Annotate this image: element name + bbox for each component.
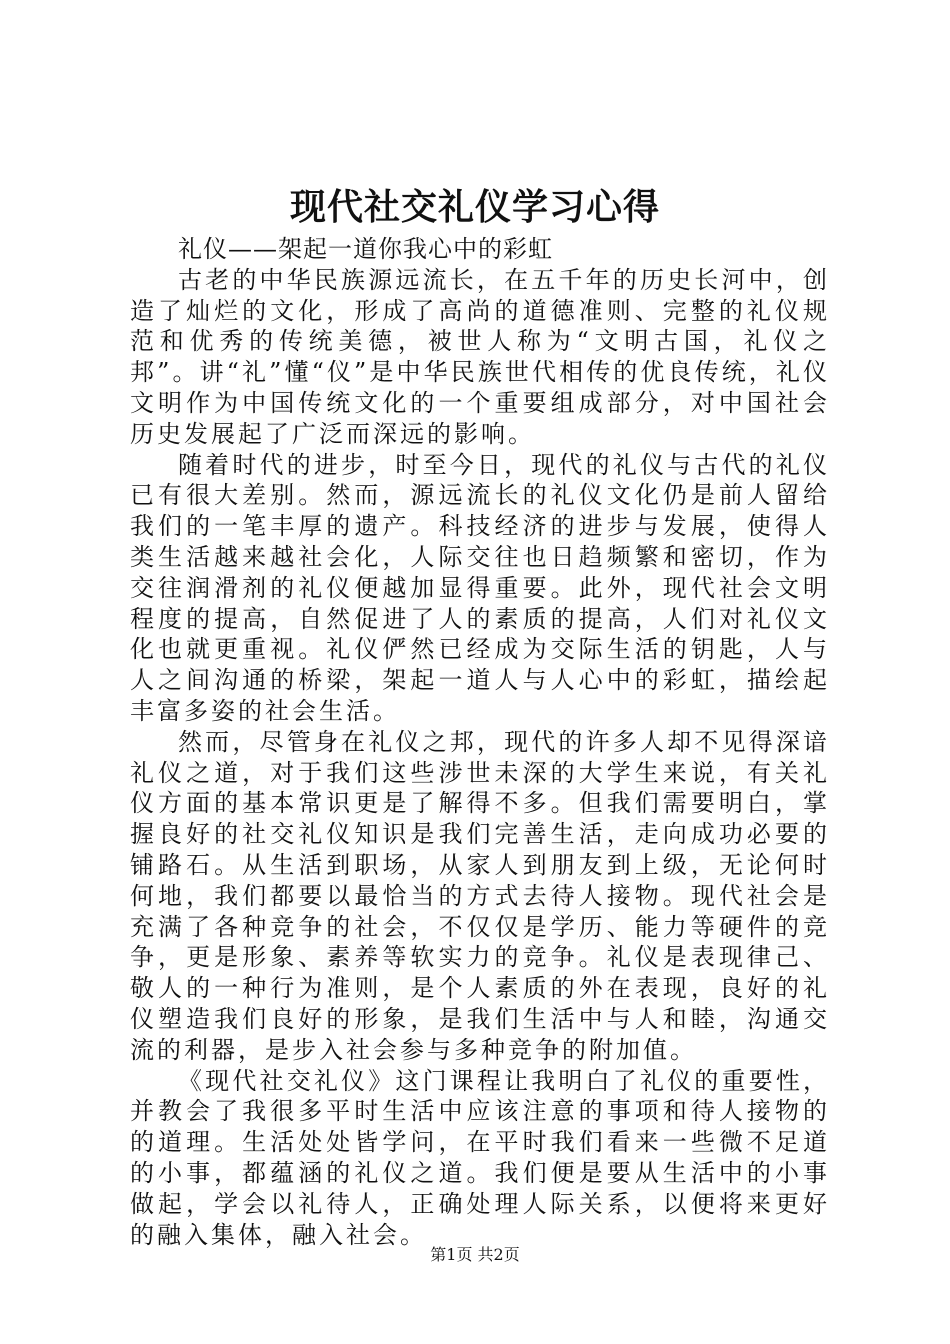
paragraph: 然而，尽管身在礼仪之邦，现代的许多人却不见得深谙礼仪之道，对于我们这些涉世未深的大学生来说，有关礼仪方面的基本常识更是了解得不多。但我们需要明白，掌握良好的社交礼仪知识是我们完善生活，走向成功必要的铺路石。从生活到职场，从家人到朋友到上级，无论何时何地，我们都要以最恰当的方式去待人接物。现代社会是充满了各种竞争的社会，不仅仅是学历、能力等硬件的竞争，更是形象、素养等软实力的竞争。礼仪是表现律己、敬人的一种行为准则，是个人素质的外在表现，良好的礼仪塑造我们良好的形象，是我们生活中与人和睦，沟通交流的利器，是步入社会参与多种竞争的附加值。: [130, 727, 830, 1064]
paragraph: 古老的中华民族源远流长，在五千年的历史长河中，创造了灿烂的文化，形成了高尚的道德准则、完整的礼仪规范和优秀的传统美德，被世人称为“文明古国，礼仪之邦”。讲“礼”懂“仪”是中华民族世代相传的优良传统，礼仪文明作为中国传统文化的一个重要组成部分，对中国社会历史发展起了广泛而深远的影响。: [130, 265, 830, 448]
document-title: 现代社交礼仪学习心得: [289, 187, 660, 228]
paragraph: 《现代社交礼仪》这门课程让我明白了礼仪的重要性，并教会了我很多平时生活中应该注意的事项和待人接物的的道理。生活处处皆学问，在平时我们看来一些微不足道的小事，都蕴涵的礼仪之道。我们便是要从生活中的小事做起，学会以礼待人，正确处理人际关系，以便将来更好的融入集体，融入社会。: [130, 1066, 830, 1249]
document-body: [130, 234, 830, 1250]
paragraph: 随着时代的进步，时至今日，现代的礼仪与古代的礼仪已有很大差别。然而，源远流长的礼仪文化仍是前人留给我们的一笔丰厚的遗产。科技经济的进步与发展，使得人类生活越来越社会化，人际交往也日趋频繁和密切，作为交往润滑剂的礼仪便越加显得重要。此外，现代社会文明程度的提高，自然促进了人的素质的提高，人们对礼仪文化也就更重视。礼仪俨然已经成为交际生活的钥匙，人与人之间沟通的桥梁，架起一道人与人心中的彩虹，描绘起丰富多姿的社会生活。: [130, 450, 830, 725]
page-number: 第1页 共2页: [430, 1245, 520, 1264]
document-subtitle: 礼仪——架起一道你我心中的彩虹: [178, 235, 553, 263]
